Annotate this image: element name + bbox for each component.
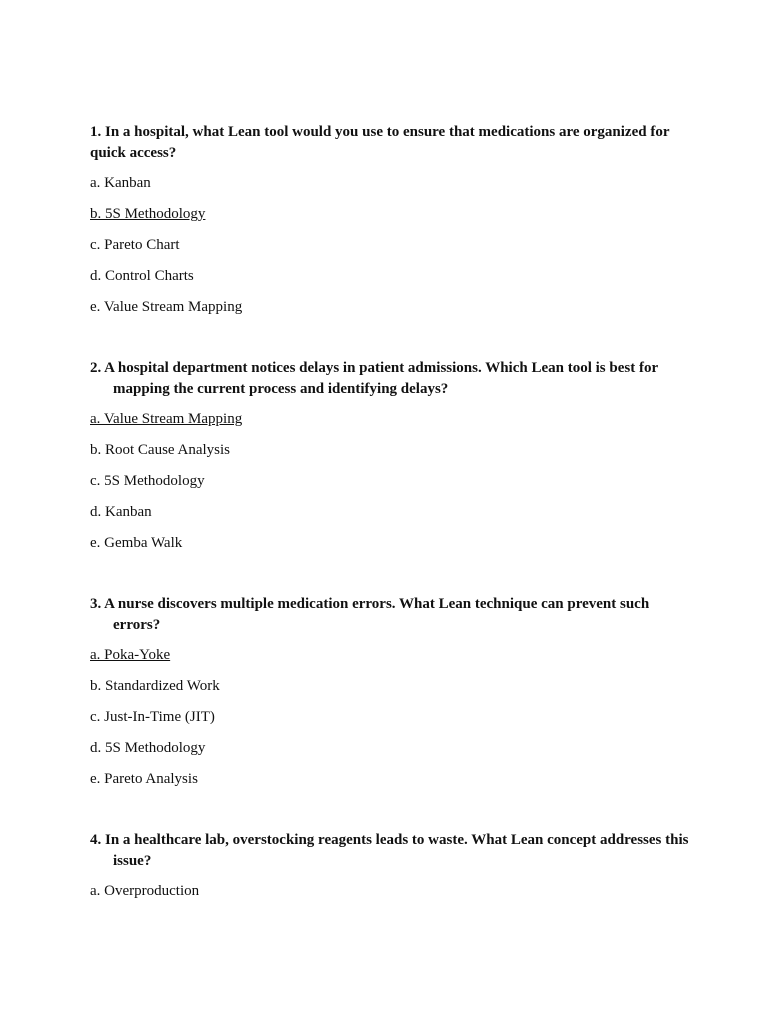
option-b: b. Standardized Work — [90, 678, 220, 694]
question-text: 3. A nurse discovers multiple medication errors. What Lean technique can prevent such errors? — [90, 596, 650, 633]
question-4 — [90, 830, 690, 901]
question-text: 4. In a healthcare lab, overstocking reagents leads to waste. What Lean concept addresses this issue? — [90, 832, 689, 869]
question-text: 1. In a hospital, what Lean tool would you use to ensure that medications are organized for quick access? — [90, 124, 670, 161]
question-text: 2. A hospital department notices delays in patient admissions. Which Lean tool is best for mapping the current process and identifying delays? — [90, 360, 658, 397]
option-d: d. Kanban — [90, 504, 152, 520]
option-a: a. Kanban — [90, 175, 151, 191]
option-c: c. Just-In-Time (JIT) — [90, 709, 215, 725]
option-c: c. 5S Methodology — [90, 473, 205, 489]
option-d: d. Control Charts — [90, 268, 194, 284]
option-c: c. Pareto Chart — [90, 237, 180, 253]
spacer — [90, 800, 690, 830]
option-e: e. Gemba Walk — [90, 535, 183, 551]
spacer — [90, 564, 690, 594]
option-d: d. 5S Methodology — [90, 740, 206, 756]
document-page — [90, 122, 690, 912]
option-e: e. Value Stream Mapping — [90, 299, 243, 315]
question-3 — [90, 594, 690, 789]
option-e: e. Pareto Analysis — [90, 771, 198, 787]
option-a: a. Overproduction — [90, 883, 200, 899]
question-1 — [90, 122, 690, 317]
option-b-underlined: b. 5S Methodology — [90, 206, 206, 222]
question-2 — [90, 358, 690, 553]
option-a-underlined: a. Poka-Yoke — [90, 647, 171, 663]
spacer — [90, 328, 690, 358]
option-a-underlined: a. Value Stream Mapping — [90, 411, 243, 427]
option-b: b. Root Cause Analysis — [90, 442, 231, 458]
